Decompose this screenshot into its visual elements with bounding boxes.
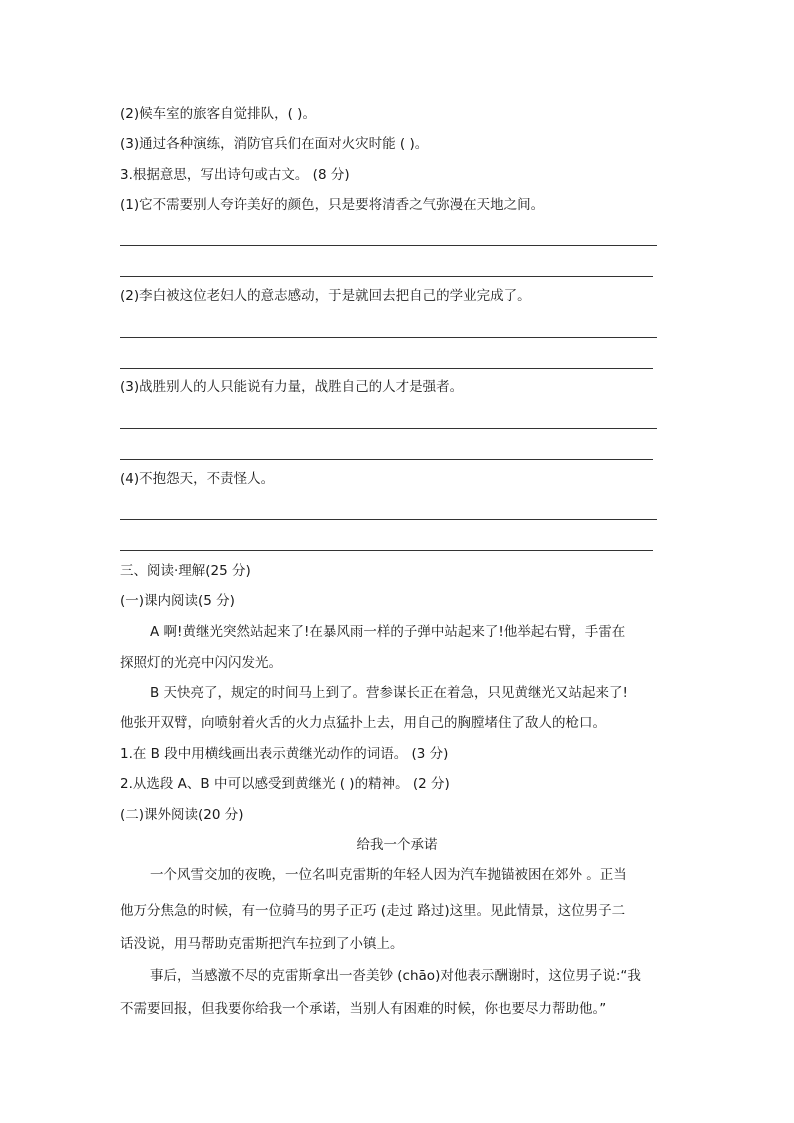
answer-line[interactable] <box>120 368 653 369</box>
passage-a-line: 探照灯的光亮中闪闪发光。 <box>120 655 282 671</box>
answer-line[interactable] <box>120 245 657 246</box>
question-3-1: (1)它不需要别人夸许美好的颜色，只是要将清香之气弥漫在天地之间。 <box>120 197 545 213</box>
reading-question-1: 1.在 B 段中用横线画出表示黄继光动作的词语。 (3 分) <box>120 746 449 762</box>
story-paragraph-1-line: 他万分焦急的时候，有一位骑马的男子正巧 (走过 路过)这里。见此情景，这位男子二 <box>120 903 626 919</box>
reading-question-2: 2.从选段 A、B 中可以感受到黄继光 ( )的精神。 (2 分) <box>120 776 450 792</box>
passage-b-line: B 天快亮了，规定的时间马上到了。营参谋长正在着急，只见黄继光又站起来了! <box>150 685 628 701</box>
question-3-2: (2)李白被这位老妇人的意志感动，于是就回去把自己的学业完成了。 <box>120 288 531 304</box>
question-2-2: (2)候车室的旅客自觉排队，( )。 <box>120 106 316 122</box>
answer-line[interactable] <box>120 459 653 460</box>
passage-b-line: 他张开双臂，向喷射着火舌的火力点猛扑上去，用自己的胸膛堵住了敌人的枪口。 <box>120 715 606 731</box>
section-3-heading: 三、阅读·理解(25 分) <box>120 563 251 579</box>
answer-line[interactable] <box>120 428 657 429</box>
story-title: 给我一个承诺 <box>356 837 438 853</box>
answer-line[interactable] <box>120 519 657 520</box>
passage-a-line: A 啊!黄继光突然站起来了!在暴风雨一样的子弹中站起来了!他举起右臂，手雷在 <box>150 624 626 640</box>
subsection-extra-reading: (二)课外阅读(20 分) <box>120 807 244 823</box>
story-paragraph-2-line: 事后，当感激不尽的克雷斯拿出一沓美钞 (chāo)对他表示酬谢时，这位男子说:“我 <box>150 968 641 984</box>
story-paragraph-1-line: 话没说，用马帮助克雷斯把汽车拉到了小镇上。 <box>120 936 404 952</box>
story-paragraph-2-line: 不需要回报，但我要你给我一个承诺，当别人有困难的时候，你也要尽力帮助他。” <box>120 1001 607 1017</box>
story-paragraph-1-line: 一个风雪交加的夜晚，一位名叫克雷斯的年轻人因为汽车抛锚被困在郊外 。正当 <box>150 867 627 883</box>
question-3-3: (3)战胜别人的人只能说有力量，战胜自己的人才是强者。 <box>120 379 464 395</box>
question-3-heading: 3.根据意思，写出诗句或古文。 (8 分) <box>120 167 350 183</box>
question-2-3: (3)通过各种演练，消防官兵们在面对火灾时能 ( )。 <box>120 136 429 152</box>
subsection-in-class-reading: (一)课内阅读(5 分) <box>120 593 235 609</box>
answer-line[interactable] <box>120 337 657 338</box>
answer-line[interactable] <box>120 550 653 551</box>
answer-line[interactable] <box>120 276 653 277</box>
question-3-4: (4)不抱怨天，不责怪人。 <box>120 471 275 487</box>
